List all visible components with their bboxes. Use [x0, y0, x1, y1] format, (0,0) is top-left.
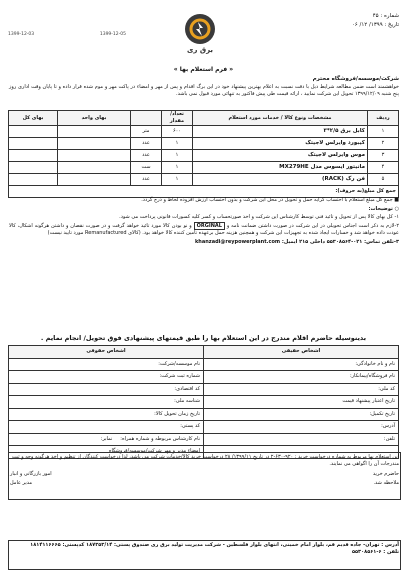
code-1: 1399-12-03 — [8, 32, 35, 37]
item-qty: ۱ — [162, 174, 193, 186]
row-number: ۵ — [368, 174, 399, 186]
form-title: « فرم استعلام بها » — [173, 66, 234, 73]
table-row — [9, 421, 399, 434]
item-description: فن رک (RACK) — [193, 174, 368, 186]
item-qty: ۶۰۰ — [162, 126, 193, 138]
col-unit — [131, 111, 162, 126]
col-total-price: بهای کل — [9, 111, 58, 126]
sig-note: ملاحظه شد. — [373, 480, 399, 487]
table-row — [9, 396, 399, 409]
header-info — [352, 12, 399, 30]
field-economic-code[interactable]: کد اقتصادی: — [9, 383, 204, 396]
field-completion-date[interactable]: تاریخ تکمیل: — [204, 408, 399, 421]
field-delivery-date[interactable]: تاریخ زمان تحویل کالا: — [9, 408, 204, 421]
number-value: ۴۵ — [372, 13, 379, 19]
total-row — [9, 186, 399, 198]
total-price-cell[interactable] — [9, 126, 58, 138]
footer-address: آدرس : تهران- جاده قدیم قم، بلوار امام خمینی، انتهای بلوار فلسطین - شرکت مدیریت تولید برق ری صندوق پستی: ۱۸۷۳۵۳/۱۴ کدپستی: ۱۸۱۴۱۱۶۶۶۵ — [30, 542, 399, 548]
total-price-cell[interactable] — [9, 174, 58, 186]
approval-box — [8, 452, 401, 500]
number-label: شماره : — [380, 13, 399, 19]
notes-title: ○ توضیحات: — [368, 205, 399, 212]
item-qty: ۱ — [162, 162, 193, 174]
total-price-cell[interactable] — [9, 138, 58, 150]
col-desc: مشخصات ونوع کالا / خدمات مورد استعلام — [193, 111, 368, 126]
total-in-words-label[interactable]: جمع کل مبلغ(به حروف): — [9, 186, 399, 198]
note-total: ■ جمع کل مبلغ استعلام با احتساب کرایه حمل و تحویل در محل این شرکت و بدون احتساب ارزش افزوده لحاظ و درج گردد. — [141, 197, 399, 203]
fax-label: نمابر: — [100, 435, 113, 442]
col-qty: تعداد/مقدار — [162, 111, 193, 126]
row-number: ۱ — [368, 126, 399, 138]
item-description: کیبورد وایرلس لاجیتک — [193, 138, 368, 150]
table-row — [9, 126, 399, 138]
logo-mark-icon — [185, 14, 215, 44]
item-description: کابل برق ۲/۵*۳ — [193, 126, 368, 138]
table-row — [9, 383, 399, 396]
note-2 — [9, 223, 399, 238]
row-number: ۳ — [368, 150, 399, 162]
table-row — [9, 433, 399, 446]
note-1: ۱- کل بهای کالا پس از تحویل و تائید فنی توسط کارشناس این شرکت و اخذ صورتحساب و کسر کلیه کسورات قانونی پرداخت می شود. — [119, 214, 399, 220]
item-qty: ۱ — [162, 138, 193, 150]
item-description: مانیتور ایسوس مدل MX279HE — [193, 162, 368, 174]
signature-row — [10, 471, 399, 478]
sig-ceo: مدیر عامل — [10, 480, 33, 487]
item-unit: عدد — [131, 138, 162, 150]
footer-phone: تلفن : ۶-۵۵۳۰۸۵۶۱ — [351, 548, 399, 555]
unit-price-cell[interactable] — [58, 150, 131, 162]
table-row — [9, 358, 399, 371]
field-address[interactable]: آدرس: — [204, 421, 399, 434]
unit-price-cell[interactable] — [58, 126, 131, 138]
approval-text: این استعلام بها مربوط به شماره درخواست خرید : ۹۲۰-۶۳۰-۲ در تاریخ ۱۳۹۹/۱۱/ ۲۸ درخواست خرید کالا/خدمات شرکت می باشد، لذا درخواست کنندگان از تنظیم و اخذ هرگونه وجه و ثبت مندرجات آن را اگواهی می نمایند. — [11, 454, 399, 467]
date-label: تاریخ : — [384, 21, 399, 28]
sig-purchase: حاضرم خرید — [372, 470, 399, 477]
table-row — [9, 371, 399, 384]
table-row — [9, 138, 399, 150]
field-phone[interactable]: تلفن: — [204, 433, 399, 446]
row-number: ۴ — [368, 162, 399, 174]
table-row — [9, 162, 399, 174]
table-row — [9, 150, 399, 162]
item-unit: متر — [131, 126, 162, 138]
notes-block — [9, 197, 399, 247]
col-row: ردیف — [368, 111, 399, 126]
field-national-id[interactable]: شناسه ملی: — [9, 396, 204, 409]
date-value: ۱۳۹۹/ ۱۲/ ۰۶ — [351, 21, 383, 28]
field-national-code[interactable]: کد ملی: — [204, 383, 399, 396]
item-unit: عدد — [131, 174, 162, 186]
code-2: 1399-12-05 — [99, 32, 126, 37]
unit-price-cell[interactable] — [58, 174, 131, 186]
footer-box — [8, 540, 401, 570]
col-natural-persons: اشخاص حقیقی — [204, 346, 399, 359]
signature-row-2 — [10, 480, 399, 487]
item-unit: عدد — [131, 150, 162, 162]
supplier-info-table — [8, 345, 399, 459]
items-table — [8, 110, 399, 198]
total-price-cell[interactable] — [9, 162, 58, 174]
field-signature-stamp[interactable]: امضاء مدیر و مهر شرکت/موسسه/فروشگاه — [9, 446, 204, 459]
item-qty: ۱ — [162, 150, 193, 162]
info-header-row — [9, 346, 399, 359]
table-row — [9, 174, 399, 186]
item-unit: ست — [131, 162, 162, 174]
total-price-cell[interactable] — [9, 150, 58, 162]
col-unit-price: بهای واحد — [58, 111, 131, 126]
field-postal-code[interactable]: کد پستی: — [9, 421, 204, 434]
recipient-line: شرکت/موسسه/فروشگاه محترم — [312, 76, 399, 82]
field-expert-contact[interactable] — [9, 433, 204, 446]
brand-name: برق ری — [186, 46, 214, 54]
note-2-part-a: ۲-لازم به ذکر است اجناس تحویلی در این شرکت در صورت داشتن ضمانت نامه و — [226, 222, 400, 229]
field-full-name[interactable]: نام و نام خانوادگی: — [204, 358, 399, 371]
field-offer-validity[interactable]: تاریخ اعتبار پیشنهاد قیمت — [204, 396, 399, 409]
col-legal-entities: اشخاص حقوقی — [9, 346, 204, 359]
sig-commerce: امور بازرگانی و انبار — [10, 470, 52, 477]
field-company-name[interactable]: نام موسسه/شرکت: — [9, 358, 204, 371]
items-header-row — [9, 111, 399, 126]
unit-price-cell[interactable] — [58, 138, 131, 150]
field-registration-no[interactable]: شماره ثبت شرکت: — [9, 371, 204, 384]
contact-line: ۳-تلفن تماس: ۰۲۱-۵۵۳۰۸۵۶۴ داخلی ۲۱۵ ایمیل: khanzadi@reypowerplant.com — [194, 238, 399, 245]
note-2-part-b: و نو بودن کالا مورد تائید خواهد گرفت و در صورت نقصان و داشتن هرگونه اشکال، کالا عودت داده خواهد شد و خسارات ایجاد شده به تجهیزات این شرکت و همچنین هزینه حمل برعهده تأمین کننده کالا خواهد بود. (کالای Remanufactured مورد تایید نیست) — [9, 222, 399, 236]
commitment-banner: بدینوسیله حاضرم اقلام مندرج در این استعلام بها را طبق قیمتهای پیشنهادی فوق تحویل/ انجام نمایم . — [40, 334, 367, 342]
reference-codes — [8, 32, 126, 38]
original-badge: ORGINAL — [194, 222, 225, 230]
company-logo — [160, 14, 240, 55]
field-store-name[interactable]: نام فروشگاه/پیمانکار: — [204, 371, 399, 384]
row-number: ۲ — [368, 138, 399, 150]
unit-price-cell[interactable] — [58, 162, 131, 174]
expert-label: نام کارشناس مربوطه و شماره همراه: — [120, 435, 200, 442]
table-row — [9, 408, 399, 421]
intro-paragraph: خواهشمند است ضمن مطالعه شرایط ذیل با دقت نسبت به اعلام بهترین پیشنهاد خود در این برگ اقدام و پس از مهر و امضاء در پاکت مهر و موم شده قرار داده و تا پایان وقت اداری روز پنج شنبه ۱۳۹۹/۱۲/۰۹ تحویل این شرکت نمایید ، ارائه قیمت طی پیش فاکتور به تنهائی مورد قبول نمی باشد. — [9, 84, 399, 98]
item-description: موس وایرلس لاجیتک — [193, 150, 368, 162]
